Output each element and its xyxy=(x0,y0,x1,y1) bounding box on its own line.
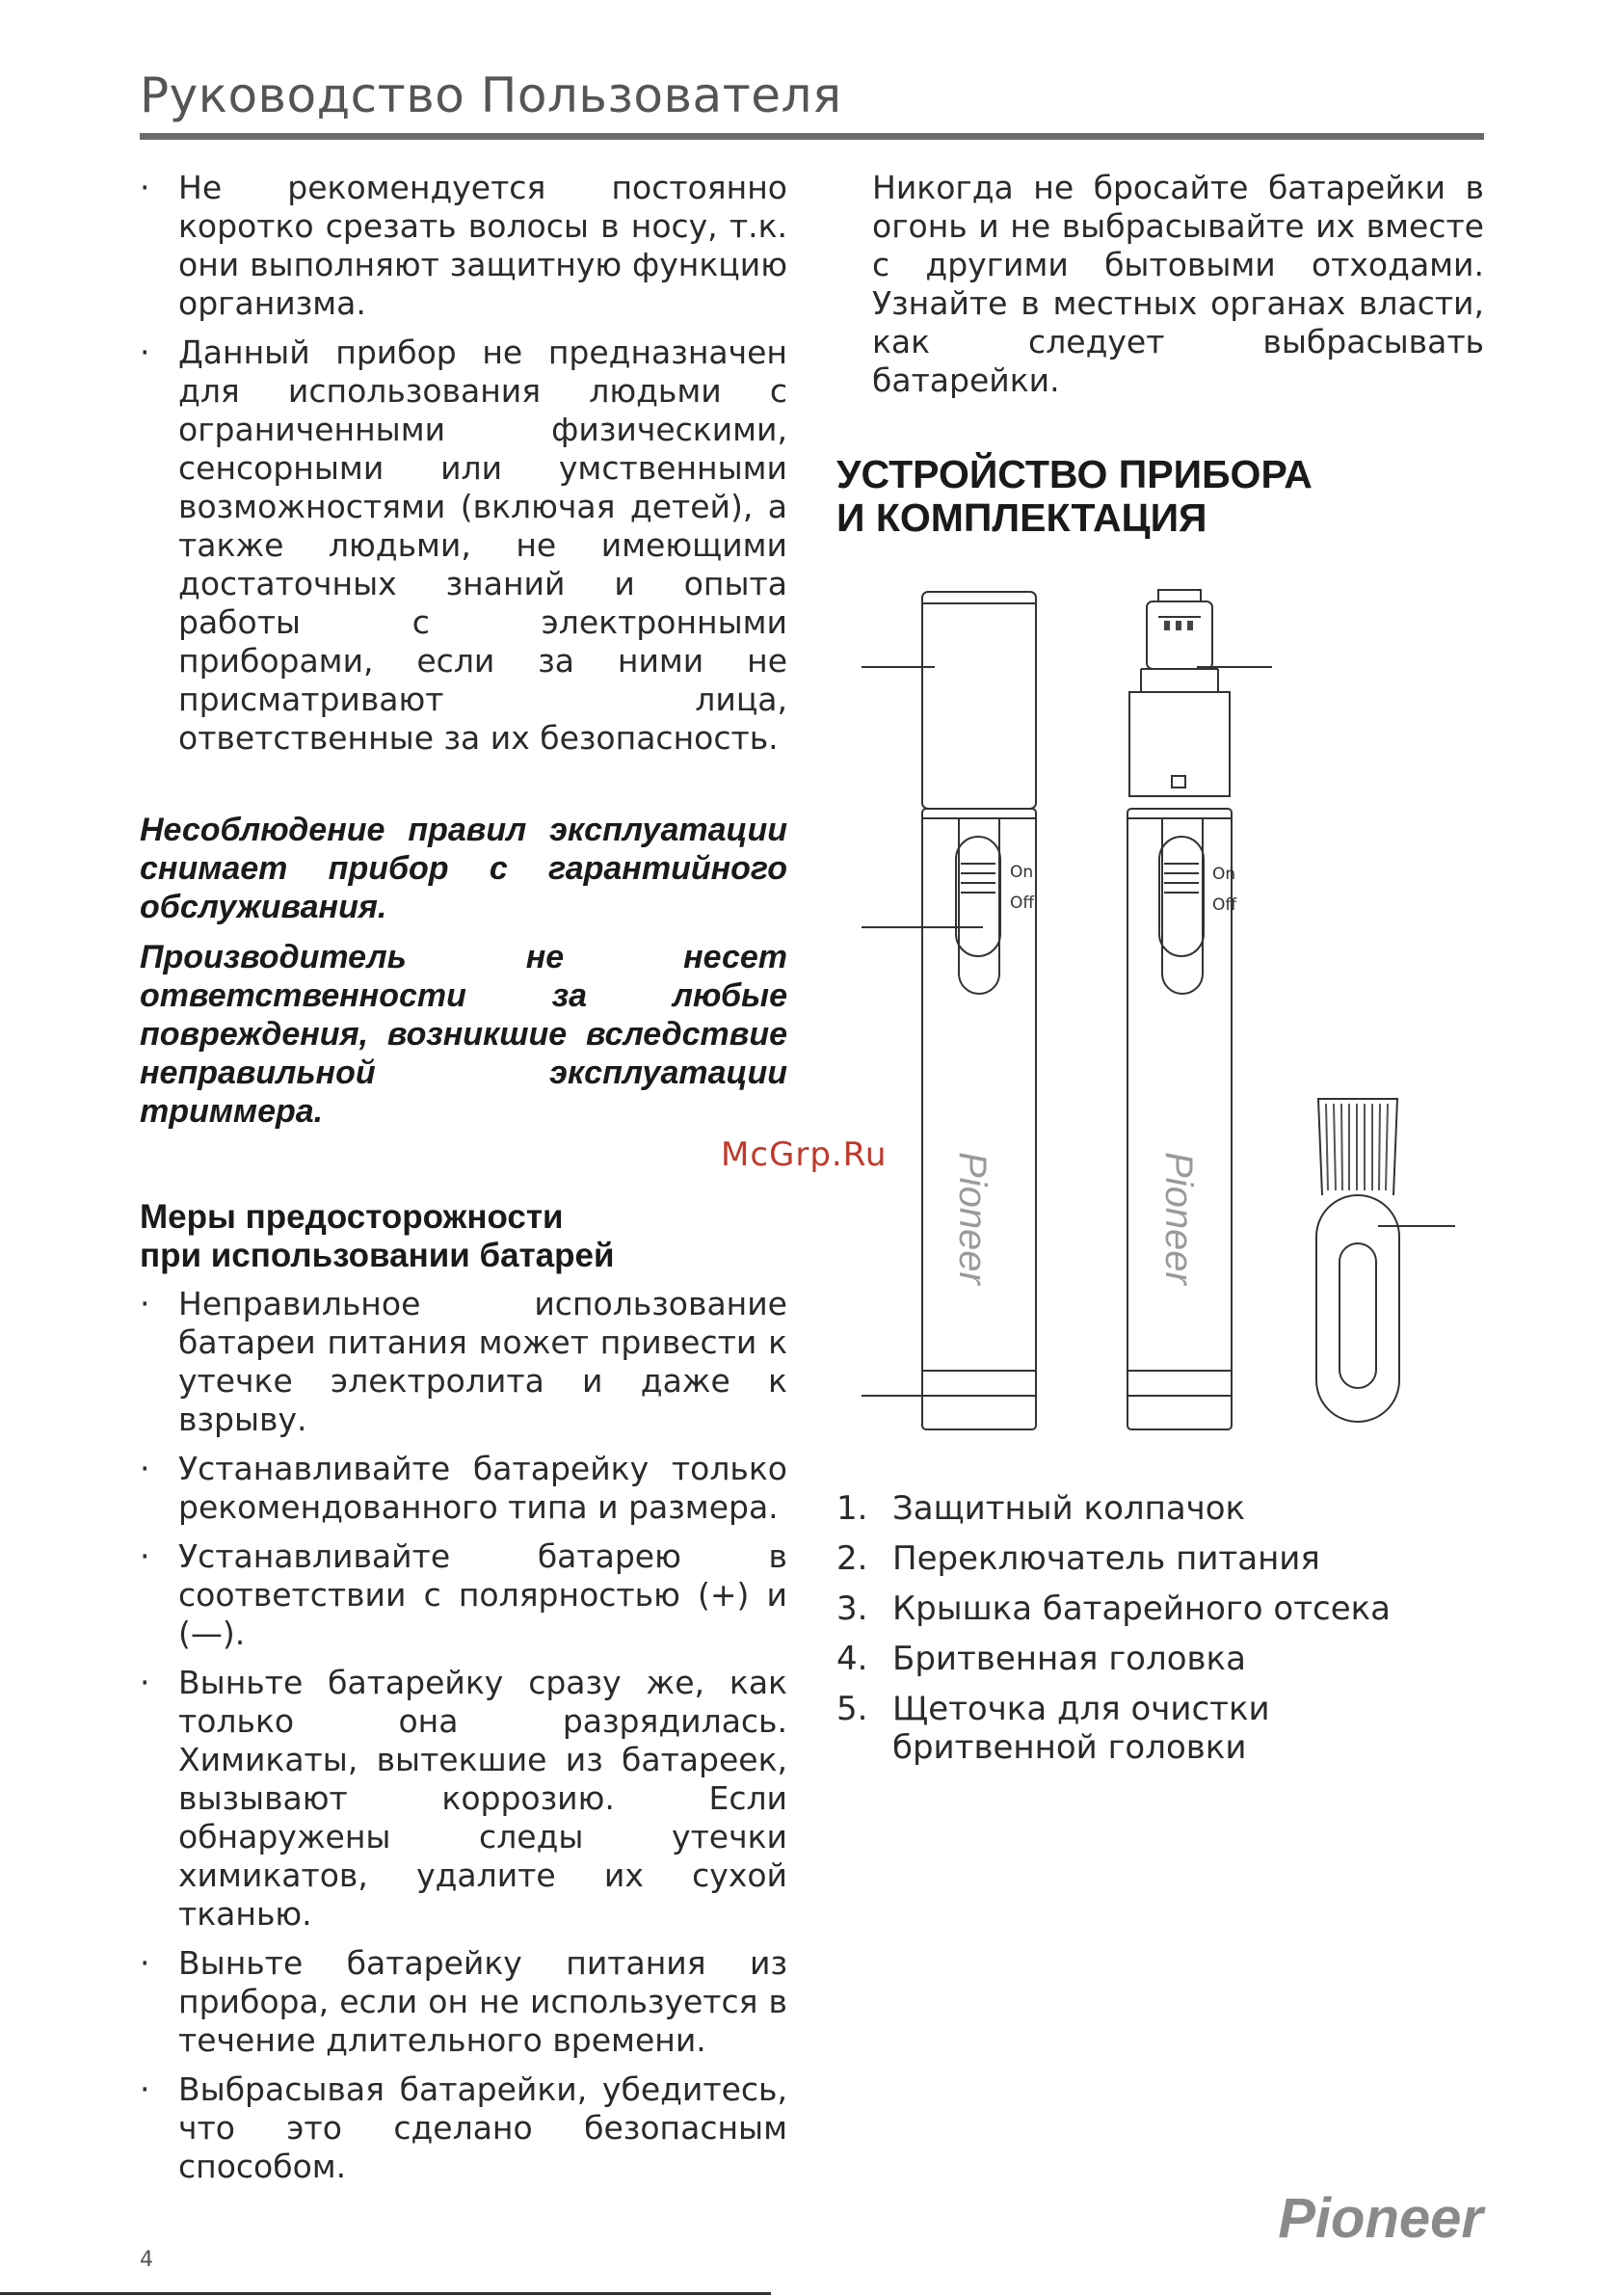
list-item xyxy=(836,1640,1484,1678)
section-title xyxy=(836,453,1313,540)
section-title-line1: УСТРОЙСТВО ПРИБОРА xyxy=(836,452,1313,496)
list-item: · Выбрасывая батарейки, убедитесь, что это сделано безопасным способом. xyxy=(140,2070,787,2186)
battery-bullets xyxy=(140,1285,787,2186)
device-brand-logo: Pioneer xyxy=(1157,1152,1200,1285)
battery-heading xyxy=(140,1198,787,1275)
list-item xyxy=(836,1690,1484,1767)
page-title: Руководство Пользователя xyxy=(140,67,842,123)
right-column xyxy=(872,169,1484,400)
list-item xyxy=(836,1489,1484,1528)
part-number: 1. xyxy=(836,1489,868,1528)
part-number: 3. xyxy=(836,1589,868,1628)
left-column xyxy=(140,169,787,2197)
header-divider xyxy=(140,133,1484,140)
part-label: Переключатель питания xyxy=(892,1539,1320,1578)
watermark: McGrp.Ru xyxy=(721,1135,888,1174)
device-brand-logo: Pioneer xyxy=(951,1152,994,1285)
switch-slot xyxy=(959,818,999,994)
section-title-line2: И КОМПЛЕКТАЦИЯ xyxy=(836,495,1207,540)
liability-warning: Производитель не несет ответственности за любые повреждения, возникшие вследствие неправильной эксплуатации триммера. xyxy=(140,939,787,1130)
list-item: · Выньте батарейку сразу же, как только она разрядилась. Химикаты, вытекшие из батареек, вызывают коррозию. Если обнаружены следы утечки химикатов, удалите их сухой тканью. xyxy=(140,1664,787,1934)
page-number: 4 xyxy=(140,2248,153,2272)
switch-on-label: On xyxy=(1212,865,1236,884)
list-item xyxy=(836,1589,1484,1628)
battery-heading-line1: Меры предосторожности xyxy=(140,1198,564,1236)
list-item: · Неправильное использование батареи питания может привести к утечке электролита и даже к взрыву. xyxy=(140,1285,787,1439)
safety-bullets xyxy=(140,169,787,758)
footer-brand-logo: Pioneer xyxy=(1278,2187,1483,2250)
battery-heading-line2: при использовании батарей xyxy=(140,1237,615,1274)
part-label: Защитный колпачок xyxy=(892,1489,1246,1528)
bottom-divider xyxy=(0,2292,771,2295)
part-number: 5. xyxy=(836,1690,868,1728)
switch-off-label: Off xyxy=(1212,895,1237,915)
part-label: Бритвенная головка xyxy=(892,1640,1246,1678)
list-item: · Данный прибор не предназначен для использования людьми с ограниченными физическими, сенсорными или умственными возможностями (включая детей), а также людьми, не имеющими достаточных знаний и опыта работы с электронными приборами, если за ними не присматривают лица, ответственные за их безопасность. xyxy=(140,334,787,758)
switch-off-label: Off xyxy=(1010,894,1035,913)
list-item xyxy=(836,1539,1484,1578)
list-item: · Устанавливайте батарею в соответствии с полярностью (+) и (—). xyxy=(140,1537,787,1653)
list-item: · Выньте батарейку питания из прибора, если он не используется в течение длительного времени. xyxy=(140,1944,787,2060)
part-number: 4. xyxy=(836,1640,868,1678)
device-diagram xyxy=(858,578,1474,1446)
list-item: · Устанавливайте батарейку только рекомендованного типа и размера. xyxy=(140,1450,787,1527)
part-label: Щеточка для очистки бритвенной головки xyxy=(892,1690,1270,1767)
part-number: 2. xyxy=(836,1539,868,1578)
shaving-head xyxy=(1147,601,1212,669)
switch-on-label: On xyxy=(1010,863,1034,882)
parts-list xyxy=(836,1489,1484,1778)
part-label: Крышка батарейного отсека xyxy=(892,1589,1391,1628)
warranty-warning: Несоблюдение правил эксплуатации снимает прибор с гарантийного обслуживания. xyxy=(140,812,787,925)
protective-cap xyxy=(922,592,1036,809)
battery-disposal-text: Никогда не бросайте батарейки в огонь и не выбрасывайте их вместе с другими бытовыми отходами. Узнайте в местных органах власти, как следует выбрасывать батарейки. xyxy=(872,169,1484,399)
list-item: · Не рекомендуется постоянно коротко срезать волосы в носу, т.к. они выполняют защитную функцию организма. xyxy=(140,169,787,323)
